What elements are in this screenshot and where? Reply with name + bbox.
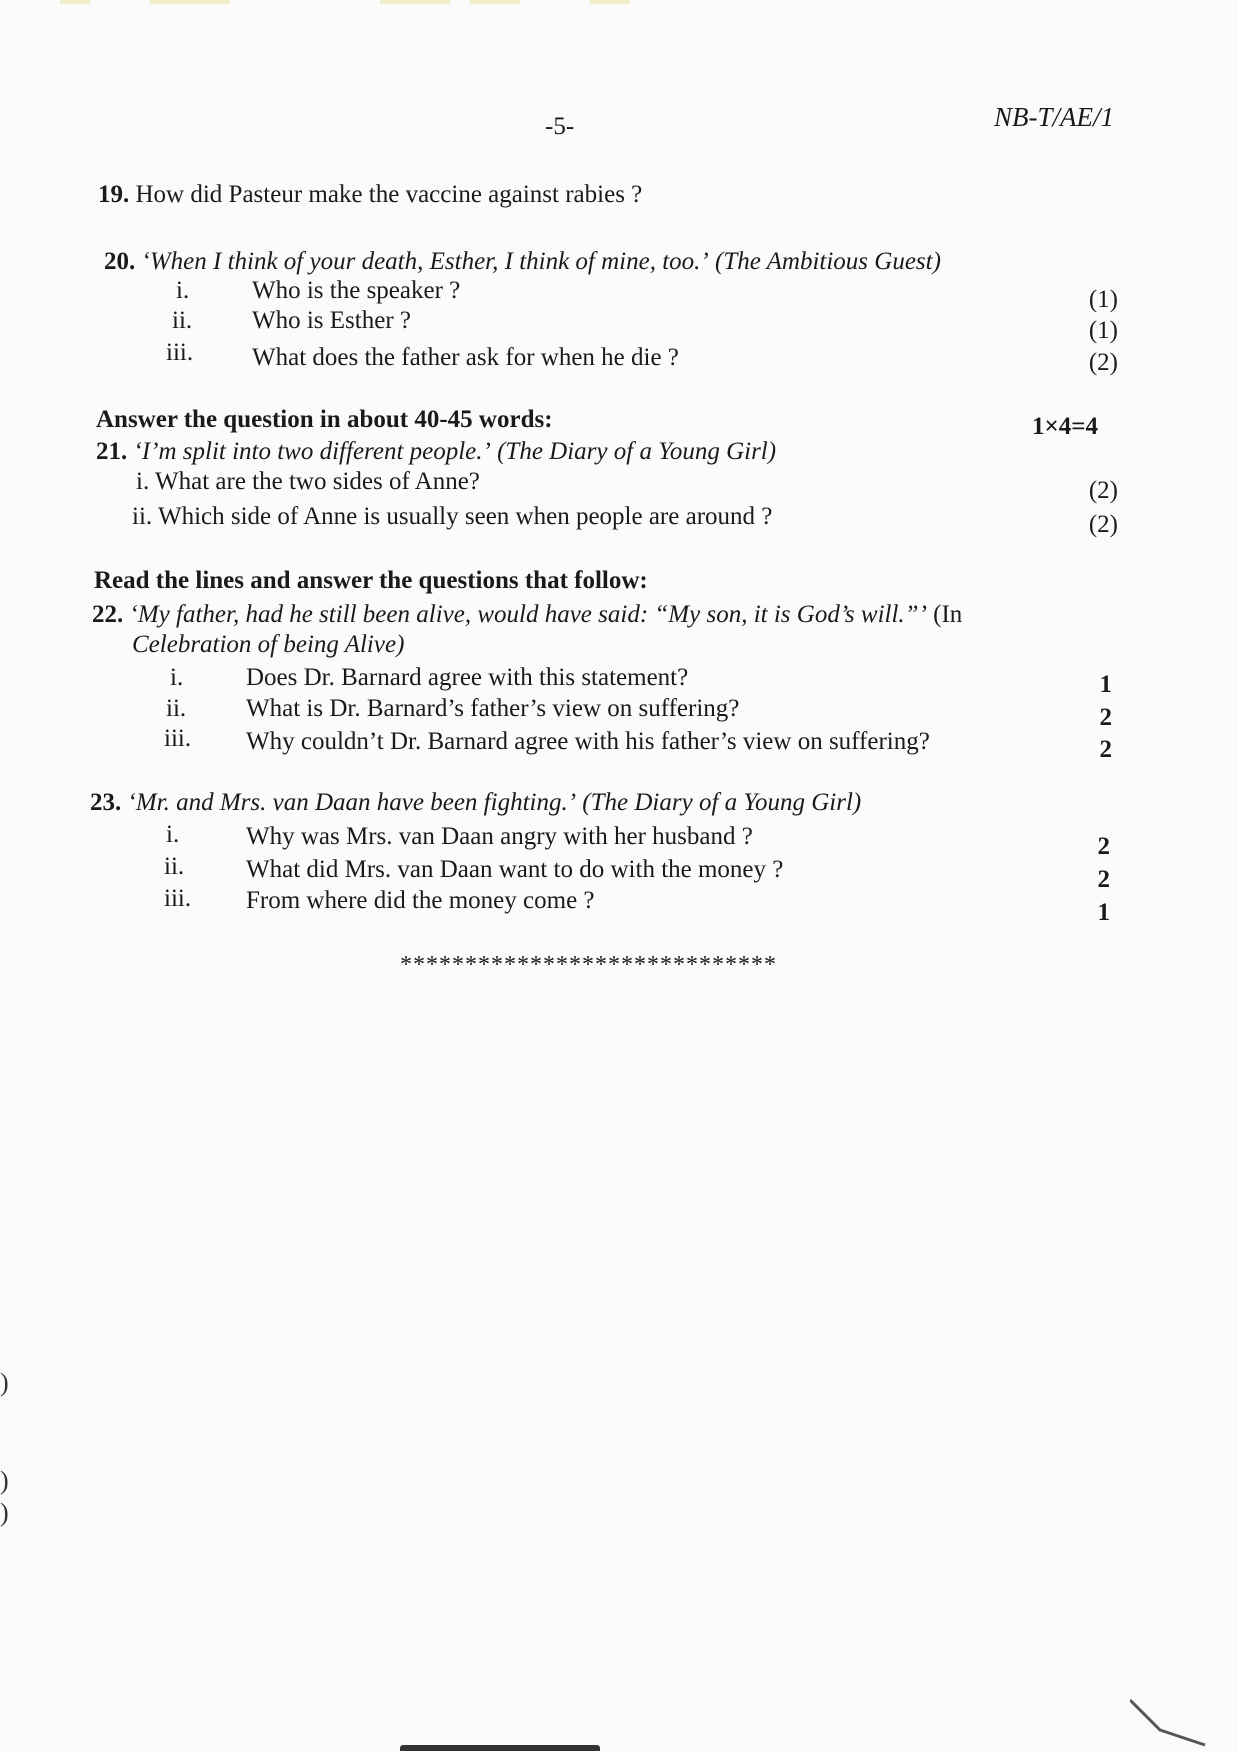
q23-part-iii-text: From where did the money come ? (246, 887, 595, 914)
q20-part-ii-roman: ii. (172, 307, 193, 334)
q21-part-i-marks: (2) (1088, 477, 1118, 504)
q22-part-ii-marks: 2 (1099, 704, 1112, 731)
q23-part-i-marks: 2 (1097, 833, 1110, 860)
question-text: How did Pasteur make the vaccine against rabies ? (135, 181, 643, 208)
scan-artifact-icon (1130, 1690, 1210, 1751)
scan-stain (590, 0, 630, 4)
question-23 (90, 788, 861, 818)
question-19 (98, 180, 642, 210)
page-number: -5- (545, 113, 575, 140)
roman: ii. (132, 503, 153, 530)
q22-part-iii-text: Why couldn’t Dr. Barnard agree with his father’s view on suffering? (246, 728, 930, 755)
question-number: 21. (96, 438, 128, 465)
q20-part-i-marks: (1) (1088, 286, 1118, 313)
q22-part-i-roman: i. (170, 664, 184, 691)
question-20 (104, 247, 941, 277)
q20-part-i-text: Who is the speaker ? (252, 277, 461, 304)
q22-part-ii-roman: ii. (166, 695, 187, 722)
section-c-heading: Read the lines and answer the questions that follow: (94, 567, 648, 594)
margin-mark: ) (0, 1368, 9, 1397)
q20-part-i-roman: i. (176, 277, 190, 304)
question-quote: ‘My father, had he still been alive, would have said: “My son, it is God’s will.”’ (129, 601, 927, 628)
margin-mark: ) (0, 1498, 9, 1527)
q23-part-i-text: Why was Mrs. van Daan angry with her husband ? (246, 823, 753, 850)
q23-part-iii-marks: 1 (1097, 899, 1110, 926)
q20-part-iii-text: What does the father ask for when he die ? (252, 344, 679, 371)
roman: i. (136, 468, 150, 495)
question-number: 20. (104, 248, 136, 275)
scan-stain (470, 0, 520, 4)
q21-part-i (136, 467, 480, 497)
scan-stain (60, 0, 90, 4)
question-number: 22. (92, 601, 124, 628)
margin-mark: ) (0, 1466, 9, 1495)
q23-part-iii-roman: iii. (164, 885, 192, 912)
question-quote: ‘I’m split into two different people.’ (133, 438, 491, 465)
q23-part-ii-text: What did Mrs. van Daan want to do with the money ? (246, 856, 784, 883)
section-b-marks: 1×4=4 (1032, 413, 1098, 440)
q20-part-iii-marks: (2) (1088, 349, 1118, 376)
q22-part-i-marks: 1 (1099, 671, 1112, 698)
question-quote: ‘Mr. and Mrs. van Daan have been fighting.’ (127, 789, 577, 816)
q23-part-ii-marks: 2 (1097, 866, 1110, 893)
question-source-start: (In (933, 601, 963, 628)
part-text: Which side of Anne is usually seen when people are around ? (157, 503, 773, 530)
question-22 (92, 600, 962, 630)
question-source: (The Ambitious Guest) (715, 248, 941, 275)
scan-stain (380, 0, 450, 4)
q23-part-i-roman: i. (166, 821, 180, 848)
q21-part-ii (132, 502, 772, 532)
scan-stain (150, 0, 230, 4)
question-21 (96, 437, 776, 467)
q21-part-ii-marks: (2) (1088, 511, 1118, 538)
scan-artifact-bar (400, 1745, 600, 1751)
question-number: 19. (98, 181, 130, 208)
q20-part-iii-roman: iii. (166, 339, 194, 366)
q20-part-ii-text: Who is Esther ? (252, 307, 411, 334)
question-source: (The Diary of a Young Girl) (497, 438, 777, 465)
end-of-paper-marker: ***************************** (400, 952, 777, 978)
question-source: (The Diary of a Young Girl) (582, 789, 862, 816)
q20-part-ii-marks: (1) (1088, 317, 1118, 344)
question-number: 23. (90, 789, 122, 816)
q22-part-ii-text: What is Dr. Barnard’s father’s view on suffering? (246, 695, 740, 722)
q22-part-i-text: Does Dr. Barnard agree with this statement? (246, 664, 689, 691)
question-22-source: Celebration of being Alive) (132, 631, 405, 658)
q23-part-ii-roman: ii. (164, 853, 185, 880)
paper-code: NB-T/AE/1 (994, 102, 1114, 132)
part-text: What are the two sides of Anne? (155, 468, 480, 495)
q22-part-iii-marks: 2 (1099, 736, 1112, 763)
question-quote: ‘When I think of your death, Esther, I think of mine, too.’ (141, 248, 709, 275)
section-b-heading: Answer the question in about 40-45 words: (96, 406, 553, 433)
q22-part-iii-roman: iii. (164, 725, 192, 752)
